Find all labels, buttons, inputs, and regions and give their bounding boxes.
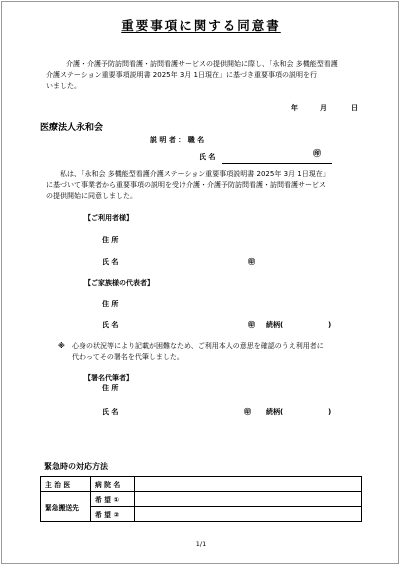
date-day: 日 (351, 104, 358, 112)
table-row (41, 477, 362, 492)
proxy-seal-icon: ㊞ (244, 408, 251, 416)
proxy-name-label: 氏 名 (102, 408, 119, 416)
family-relation-close: ) (328, 321, 332, 329)
user-name-label: 氏 名 (102, 258, 119, 266)
date-month: 月 (320, 104, 327, 112)
emergency-table (40, 476, 362, 522)
hope-1-field[interactable] (135, 492, 362, 507)
consent-line-2: に基づいて事業者から重要事項の説明を受け介護・介護予防訪問看護・訪問看護サービス (46, 181, 326, 189)
hospital-field[interactable] (135, 477, 362, 492)
family-seal-icon: ㊞ (248, 321, 255, 329)
consent-line-3: の提供開始に同意しました。 (46, 192, 137, 200)
organization-name: 医療法人永和会 (40, 123, 104, 133)
family-name-label: 氏 名 (102, 321, 119, 329)
transport-label: 緊急搬送先 (41, 492, 91, 522)
explainer-name-label: 氏 名 (199, 153, 216, 161)
family-relation-label: 続柄( (266, 321, 284, 329)
proxy-section-heading: 【署名代筆者】 (84, 374, 133, 382)
user-seal-icon: ㊞ (248, 258, 255, 266)
hope-1-label: 希 望 ① (91, 492, 135, 507)
intro-line-3: いました。 (46, 82, 81, 90)
proxy-relation-label: 続柄( (266, 408, 284, 416)
document-title: 重要事項に関する同意書 (121, 18, 281, 33)
emergency-heading: 緊急時の対応方法 (44, 462, 108, 471)
hope-2-field[interactable] (135, 507, 362, 522)
family-section-heading: 【ご家族様の代表者】 (84, 279, 154, 287)
note-mark: ※ (58, 342, 65, 350)
hospital-label: 病 院 名 (91, 477, 135, 492)
date-year: 年 (291, 104, 298, 112)
intro-line-2: 介護ステーション重要事項説明書 2025年 3月 1日現在」に基づき重要事項の説明を行 (46, 71, 317, 79)
consent-line-1: 私は、「永和会 多機能型看護介護ステーション重要事項説明書 2025年 3月 1日現在」 (60, 170, 330, 178)
family-address-label: 住 所 (102, 300, 119, 308)
user-address-label: 住 所 (102, 236, 119, 244)
intro-line-1: 介護・介護予防訪問看護・訪問看護サービスの提供開始に際し、「永和会 多機能型看護 (66, 60, 338, 68)
user-section-heading: 【ご利用者様】 (84, 214, 133, 222)
table-row (41, 492, 362, 507)
explainer-name-underline (222, 163, 332, 164)
explainer-seal-icon: ㊞ (313, 149, 321, 158)
note-line-1: 心身の状況等により記載が困難なため、ご利用本人の意思を確認のうえ利用者に (72, 342, 324, 350)
page-number: 1/1 (195, 540, 207, 548)
explainer-role-label: 説 明 者 ： 職 名 (150, 136, 205, 144)
document-page (1, 1, 399, 564)
hope-2-label: 希 望 ② (91, 507, 135, 522)
proxy-address-label: 住 所 (102, 384, 119, 392)
doctor-label: 主 治 医 (41, 477, 91, 492)
proxy-relation-close: ) (328, 408, 332, 416)
note-line-2: 代わってその署名を代筆しました。 (72, 353, 184, 361)
